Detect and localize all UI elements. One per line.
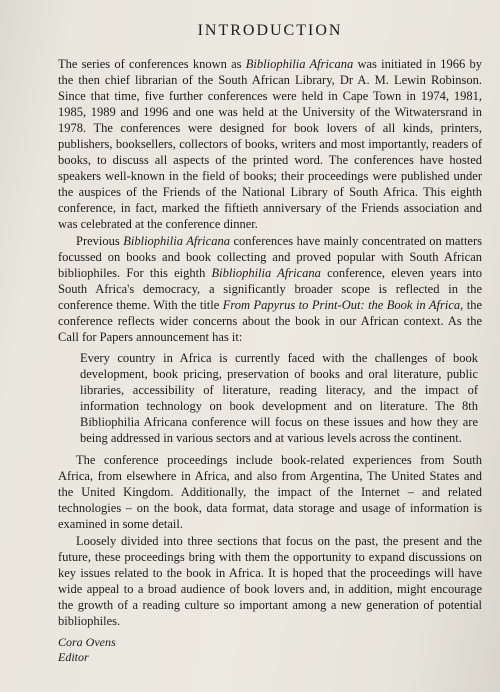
quote-text: Every country in Africa is currently faced with the challenges of book development, book pricing, preservation of books and oral literature, public libraries, accessibility of literature, reading literacy, and the impact of information technology on book development and on literature. The 8th Bibliophilia Africana conference will focus on these issues and how they are being addressed in various sectors and at various levels across the continent.: [80, 351, 478, 445]
paragraph-4: Loosely divided into three sections that focus on the past, the present and the future, these proceedings bring with them the opportunity to expand discussions on key issues related to the book in Africa. It is hoped that the proceedings will have wide appeal to a broad audience of book lovers and, in addition, might encourage the growth of a reading culture so important among a new generation of potential bibliophiles.: [58, 534, 482, 628]
block-quote: [80, 350, 478, 446]
text-run: Previous: [76, 234, 124, 248]
italic-title: Bibliophilia Africana: [123, 234, 230, 248]
text-run: conference, eleven years into South Africa's democracy, a significantly broader scope is reflected in the conference theme. With the title: [58, 266, 482, 312]
text-run: was initiated in 1966 by the then chief librarian of the South African Library, Dr A. M. Lewin Robinson. Since that time, five further conferences were held in Cape Town in 1974, 1981, 1985, 1989 and 1996 and one was held at the University of the Witwatersrand in 1978. The conferences were designed for book lovers of all kinds, printers, publishers, booksellers, collectors of books, writers and most importantly, readers of books, to discuss all aspects of the printed word. The conferences have hosted speakers well-known in the field of books; their proceedings were published under the auspices of the Friends of the National Library of South Africa. This eighth conference, in fact, marked the fiftieth anniversary of the Friends association and was celebrated at the conference dinner.: [58, 57, 482, 231]
signature-role: Editor: [58, 650, 89, 664]
paragraph-2: [58, 233, 482, 345]
signature: [58, 635, 482, 665]
page-content: [58, 22, 482, 665]
paragraph-3: The conference proceedings include book-related experiences from South Africa, from elsewhere in Africa, and also from Argentina, The United States and the United Kingdom. Additionally, the impact of the Internet – and related technologies – on the book, data format, data storage and usage of information is examined in some detail.: [58, 453, 482, 531]
italic-title: Bibliophilia Africana: [245, 57, 354, 71]
italic-title: From Papyrus to Print-Out: the Book in Africa: [222, 298, 461, 312]
signature-name: Cora Ovens: [58, 635, 116, 649]
page-title: INTRODUCTION: [197, 22, 343, 39]
text-run: The series of conferences known as: [58, 57, 246, 71]
text-run: , the conference reflects wider concerns about the book in our African context. As the Call for Papers announcement has it:: [58, 298, 482, 344]
text-run: conferences have mainly concentrated on matters focussed on books and book collecting and proved popular with South African bibliophiles. For this eighth: [58, 234, 482, 280]
italic-title: Bibliophilia Africana: [211, 266, 321, 280]
paragraph-1: [58, 56, 482, 232]
